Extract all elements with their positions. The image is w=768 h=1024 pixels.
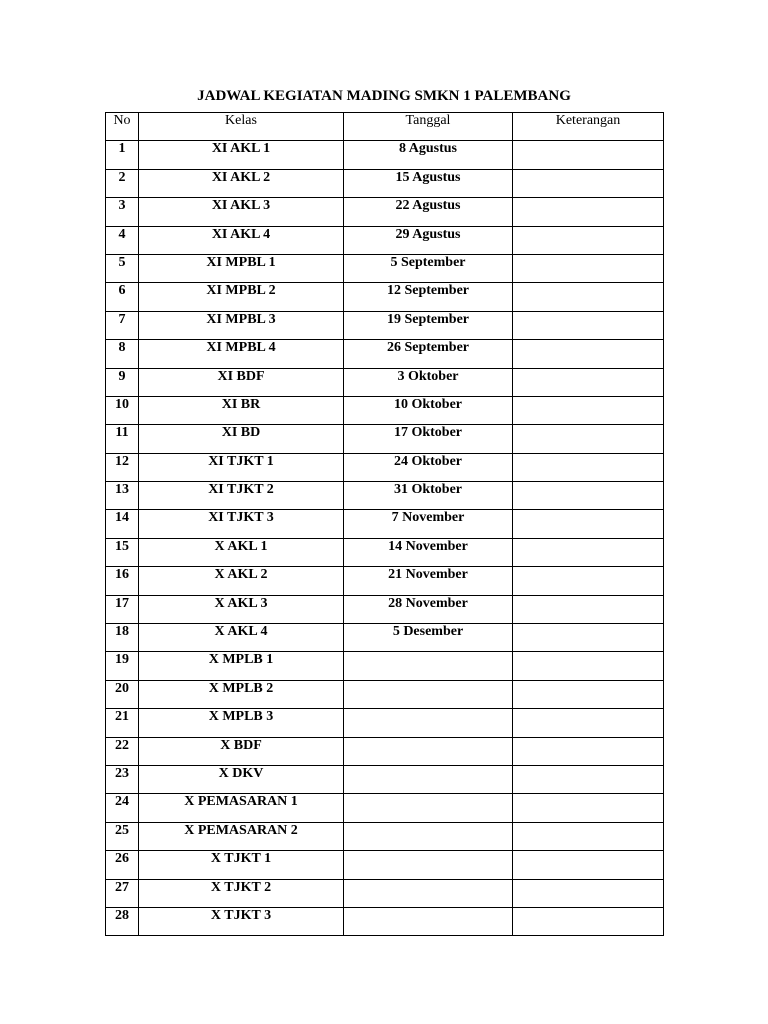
table-row — [106, 453, 664, 481]
cell-keterangan — [513, 169, 664, 197]
cell-keterangan — [513, 340, 664, 368]
table-header-row — [106, 113, 664, 141]
cell-tanggal — [344, 680, 513, 708]
table-row — [106, 624, 664, 652]
cell-tanggal: 12 September — [344, 283, 513, 311]
cell-no: 10 — [106, 396, 139, 424]
cell-tanggal — [344, 879, 513, 907]
cell-no: 28 — [106, 907, 139, 935]
cell-kelas: X AKL 1 — [139, 538, 344, 566]
table-row — [106, 311, 664, 339]
cell-kelas: X DKV — [139, 765, 344, 793]
cell-kelas: X TJKT 1 — [139, 851, 344, 879]
cell-keterangan — [513, 709, 664, 737]
cell-keterangan — [513, 141, 664, 169]
cell-kelas: XI MPBL 3 — [139, 311, 344, 339]
table-row — [106, 254, 664, 282]
cell-kelas: XI AKL 4 — [139, 226, 344, 254]
cell-kelas: XI TJKT 3 — [139, 510, 344, 538]
table-row — [106, 709, 664, 737]
table-row — [106, 851, 664, 879]
column-header-tanggal: Tanggal — [344, 113, 513, 141]
cell-no: 19 — [106, 652, 139, 680]
cell-kelas: XI BR — [139, 396, 344, 424]
table-row — [106, 907, 664, 935]
column-header-no: No — [106, 113, 139, 141]
cell-no: 23 — [106, 765, 139, 793]
table-row — [106, 425, 664, 453]
table-row — [106, 198, 664, 226]
cell-kelas: X MPLB 2 — [139, 680, 344, 708]
cell-kelas: X PEMASARAN 1 — [139, 794, 344, 822]
cell-kelas: XI MPBL 4 — [139, 340, 344, 368]
cell-tanggal: 15 Agustus — [344, 169, 513, 197]
cell-tanggal: 29 Agustus — [344, 226, 513, 254]
table-row — [106, 652, 664, 680]
table-row — [106, 595, 664, 623]
table-row — [106, 737, 664, 765]
cell-tanggal — [344, 709, 513, 737]
cell-no: 25 — [106, 822, 139, 850]
cell-no: 13 — [106, 482, 139, 510]
cell-keterangan — [513, 851, 664, 879]
table-row — [106, 340, 664, 368]
cell-kelas: XI BD — [139, 425, 344, 453]
cell-tanggal — [344, 794, 513, 822]
cell-no: 1 — [106, 141, 139, 169]
cell-keterangan — [513, 425, 664, 453]
cell-tanggal: 19 September — [344, 311, 513, 339]
cell-no: 17 — [106, 595, 139, 623]
table-row — [106, 794, 664, 822]
cell-tanggal: 21 November — [344, 567, 513, 595]
cell-no: 11 — [106, 425, 139, 453]
cell-no: 26 — [106, 851, 139, 879]
cell-kelas: XI AKL 1 — [139, 141, 344, 169]
table-row — [106, 368, 664, 396]
cell-keterangan — [513, 624, 664, 652]
cell-keterangan — [513, 737, 664, 765]
cell-kelas: XI AKL 2 — [139, 169, 344, 197]
cell-kelas: X BDF — [139, 737, 344, 765]
cell-no: 2 — [106, 169, 139, 197]
cell-no: 8 — [106, 340, 139, 368]
cell-keterangan — [513, 794, 664, 822]
cell-kelas: XI AKL 3 — [139, 198, 344, 226]
cell-kelas: XI TJKT 2 — [139, 482, 344, 510]
cell-tanggal: 22 Agustus — [344, 198, 513, 226]
table-row — [106, 283, 664, 311]
cell-tanggal: 31 Oktober — [344, 482, 513, 510]
table-row — [106, 141, 664, 169]
table-row — [106, 482, 664, 510]
cell-tanggal — [344, 822, 513, 850]
cell-tanggal: 10 Oktober — [344, 396, 513, 424]
table-row — [106, 510, 664, 538]
table-row — [106, 538, 664, 566]
cell-kelas: X MPLB 1 — [139, 652, 344, 680]
cell-tanggal: 7 November — [344, 510, 513, 538]
cell-no: 24 — [106, 794, 139, 822]
cell-kelas: X MPLB 3 — [139, 709, 344, 737]
cell-kelas: XI TJKT 1 — [139, 453, 344, 481]
cell-keterangan — [513, 538, 664, 566]
cell-no: 9 — [106, 368, 139, 396]
cell-no: 6 — [106, 283, 139, 311]
cell-keterangan — [513, 680, 664, 708]
cell-tanggal — [344, 907, 513, 935]
table-row — [106, 567, 664, 595]
cell-tanggal: 24 Oktober — [344, 453, 513, 481]
cell-tanggal: 26 September — [344, 340, 513, 368]
cell-kelas: XI MPBL 2 — [139, 283, 344, 311]
cell-kelas: X TJKT 3 — [139, 907, 344, 935]
cell-keterangan — [513, 907, 664, 935]
cell-keterangan — [513, 311, 664, 339]
cell-no: 15 — [106, 538, 139, 566]
cell-keterangan — [513, 396, 664, 424]
cell-tanggal: 17 Oktober — [344, 425, 513, 453]
document-title: JADWAL KEGIATAN MADING SMKN 1 PALEMBANG — [197, 88, 571, 104]
cell-keterangan — [513, 879, 664, 907]
cell-tanggal: 5 Desember — [344, 624, 513, 652]
cell-tanggal: 28 November — [344, 595, 513, 623]
cell-no: 3 — [106, 198, 139, 226]
table-row — [106, 822, 664, 850]
cell-kelas: X AKL 2 — [139, 567, 344, 595]
cell-no: 22 — [106, 737, 139, 765]
cell-keterangan — [513, 283, 664, 311]
cell-keterangan — [513, 198, 664, 226]
cell-no: 27 — [106, 879, 139, 907]
cell-tanggal — [344, 851, 513, 879]
cell-keterangan — [513, 254, 664, 282]
cell-tanggal — [344, 737, 513, 765]
cell-kelas: X AKL 4 — [139, 624, 344, 652]
cell-no: 5 — [106, 254, 139, 282]
cell-keterangan — [513, 453, 664, 481]
column-header-keterangan: Keterangan — [513, 113, 664, 141]
table-row — [106, 396, 664, 424]
cell-keterangan — [513, 595, 664, 623]
cell-tanggal: 5 September — [344, 254, 513, 282]
cell-keterangan — [513, 652, 664, 680]
cell-keterangan — [513, 482, 664, 510]
cell-no: 18 — [106, 624, 139, 652]
cell-keterangan — [513, 226, 664, 254]
cell-tanggal: 14 November — [344, 538, 513, 566]
cell-tanggal: 3 Oktober — [344, 368, 513, 396]
cell-keterangan — [513, 510, 664, 538]
cell-kelas: X AKL 3 — [139, 595, 344, 623]
column-header-kelas: Kelas — [139, 113, 344, 141]
cell-kelas: X PEMASARAN 2 — [139, 822, 344, 850]
cell-tanggal — [344, 652, 513, 680]
cell-no: 16 — [106, 567, 139, 595]
cell-no: 4 — [106, 226, 139, 254]
cell-no: 12 — [106, 453, 139, 481]
cell-kelas: X TJKT 2 — [139, 879, 344, 907]
table-row — [106, 169, 664, 197]
cell-kelas: XI MPBL 1 — [139, 254, 344, 282]
cell-tanggal — [344, 765, 513, 793]
cell-no: 7 — [106, 311, 139, 339]
cell-kelas: XI BDF — [139, 368, 344, 396]
cell-keterangan — [513, 765, 664, 793]
table-row — [106, 226, 664, 254]
cell-tanggal: 8 Agustus — [344, 141, 513, 169]
table-row — [106, 879, 664, 907]
schedule-table — [105, 112, 664, 936]
cell-keterangan — [513, 567, 664, 595]
table-row — [106, 765, 664, 793]
schedule-table-body — [106, 141, 664, 936]
cell-no: 14 — [106, 510, 139, 538]
table-row — [106, 680, 664, 708]
cell-no: 21 — [106, 709, 139, 737]
cell-keterangan — [513, 822, 664, 850]
cell-keterangan — [513, 368, 664, 396]
cell-no: 20 — [106, 680, 139, 708]
